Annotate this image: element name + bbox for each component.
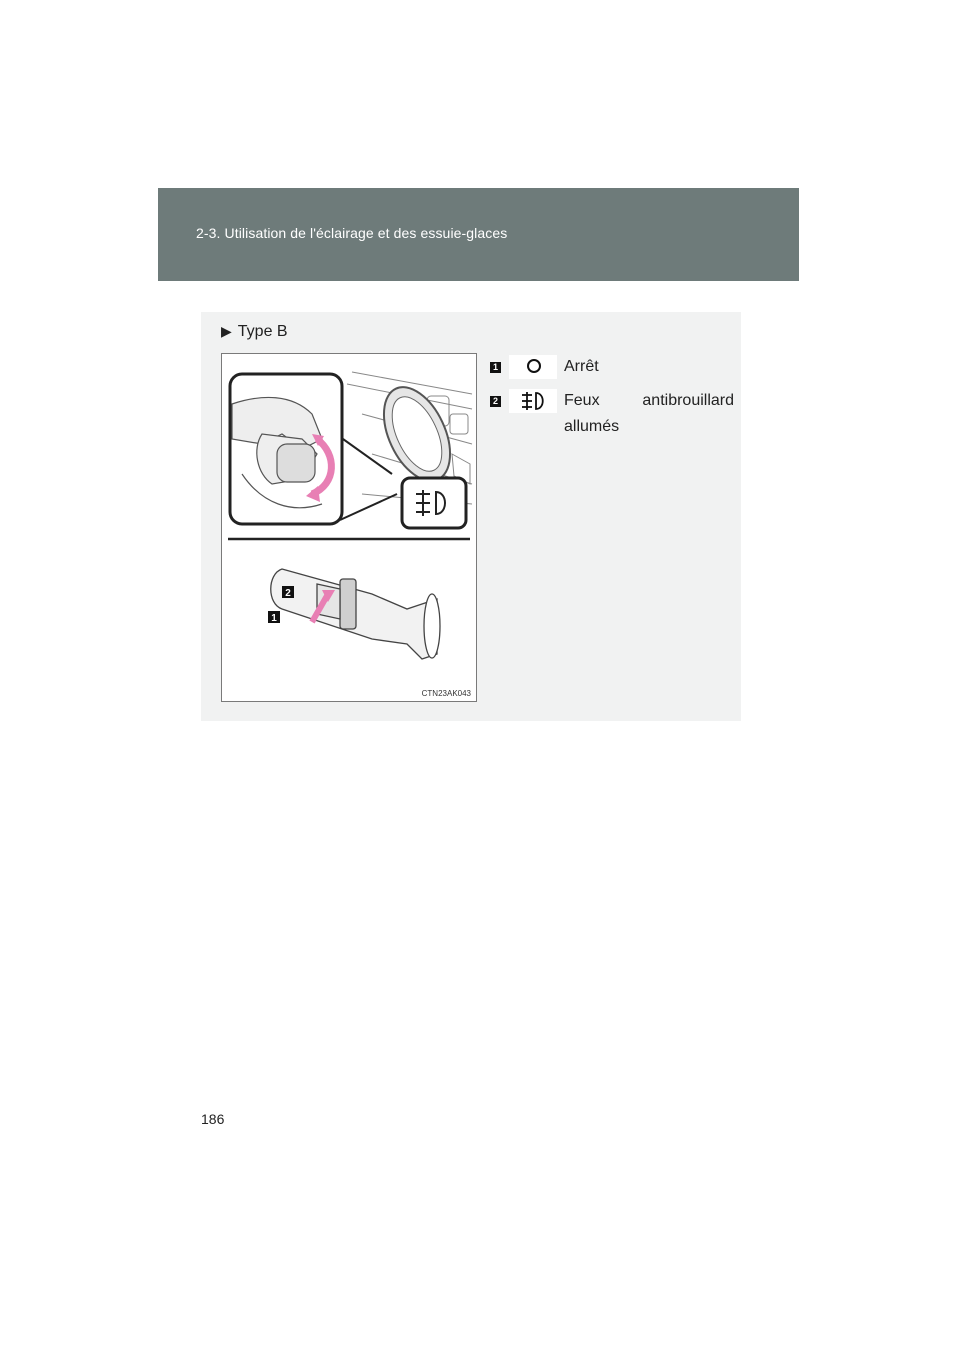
chapter-header-band (158, 188, 799, 281)
type-heading-label: Type B (237, 323, 288, 340)
type-heading (221, 323, 288, 341)
legend-number-badge: 2 (490, 396, 501, 407)
page-number: 186 (201, 1111, 225, 1127)
legend-text-fog-on-line1 (564, 388, 734, 414)
fog-light-switch-illustration (221, 353, 477, 702)
legend-text-fog-on-line2: allumés (564, 418, 620, 435)
fog-off-circle-icon (509, 355, 557, 379)
chapter-title: 2-3. Utilisation de l'éclairage et des essuie-glaces (196, 225, 508, 241)
legend-text-off: Arrêt (564, 358, 599, 375)
figure-code: CTN23AK043 (421, 689, 471, 698)
front-fog-light-icon (509, 389, 557, 413)
illustration-drawing (222, 354, 476, 701)
content-panel (201, 312, 741, 721)
triangle-bullet-icon: ▶ (221, 323, 232, 339)
figure-callout-1: 1 (271, 613, 277, 624)
legend-text-fog-on: Feux antibrouillard (564, 392, 734, 409)
legend-number-badge: 1 (490, 362, 501, 373)
figure-callout-2: 2 (285, 588, 291, 599)
